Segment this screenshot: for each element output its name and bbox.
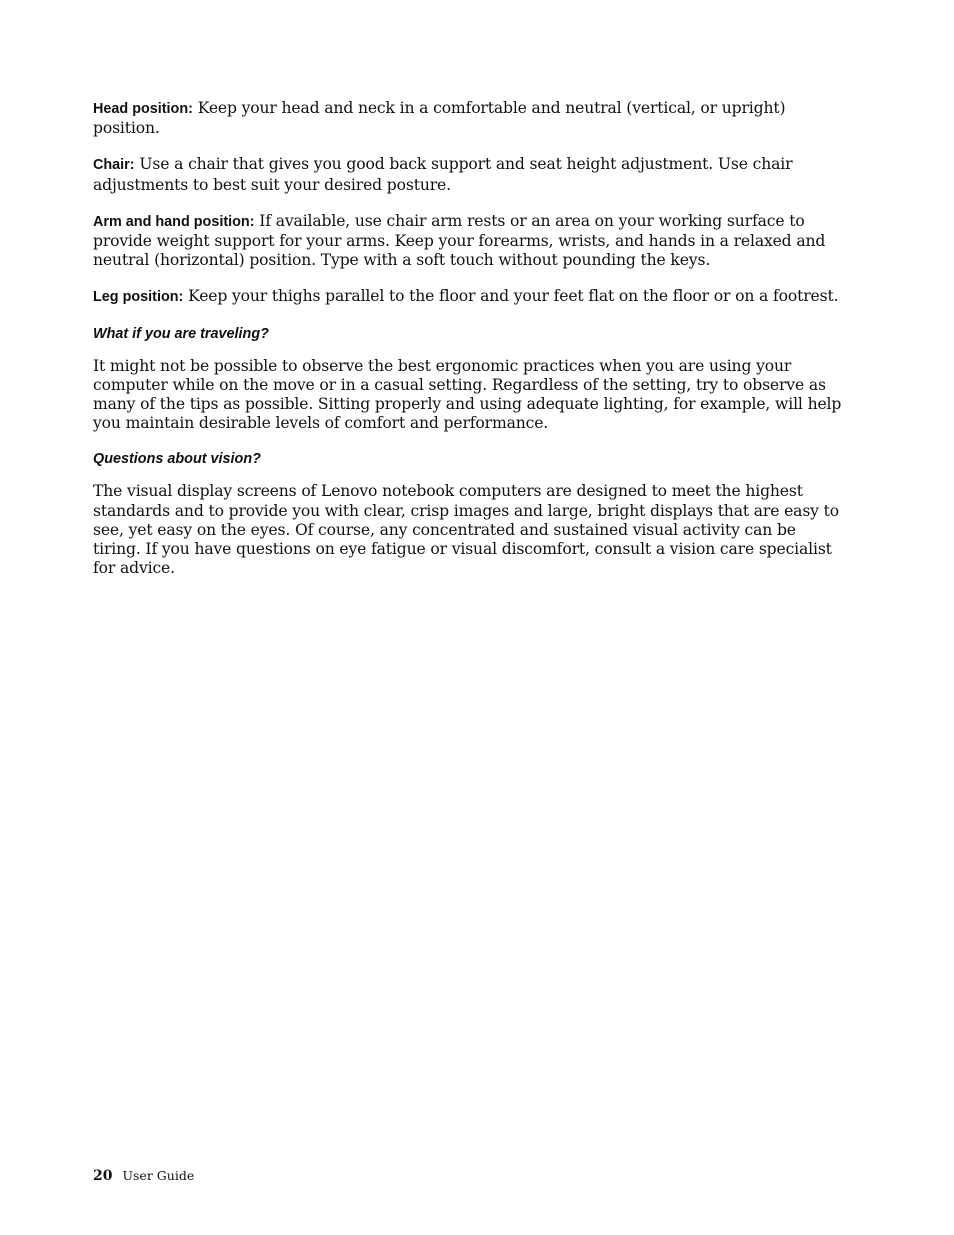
- leg-position-term: Leg position:: [93, 289, 184, 306]
- chair-text: Use a chair that gives you good back support and seat height adjustment. Use chair adjustments to best suit your desired posture.: [93, 155, 793, 194]
- page-number: 20: [93, 1168, 113, 1184]
- page-content: [93, 99, 845, 595]
- leg-position-paragraph: [93, 287, 845, 307]
- chair-term: Chair:: [93, 157, 135, 174]
- page-footer: [93, 1165, 194, 1184]
- traveling-paragraph: It might not be possible to observe the best ergonomic practices when you are using your computer while on the move or in a casual setting. Regardless of the setting, try to observe as many of the tips as possible. Sitting properly and using adequate lighting, for example, will help you maintain desirable levels of comfort and performance.: [93, 356, 842, 433]
- footer-guide-label: User Guide: [122, 1168, 195, 1183]
- arm-hand-position-term: Arm and hand position:: [93, 213, 255, 230]
- arm-hand-position-paragraph: [93, 212, 845, 271]
- leg-position-text: Keep your thighs parallel to the floor and your feet flat on the floor or on a footrest.: [183, 287, 839, 306]
- head-position-text: Keep your head and neck in a comfortable and neutral (vertical, or upright) position.: [93, 99, 786, 138]
- traveling-heading: What if you are traveling?: [93, 325, 269, 342]
- head-position-paragraph: [93, 99, 845, 138]
- arm-hand-position-text: If available, use chair arm rests or an area on your working surface to provide weight support for your arms. Keep your forearms, wrists, and hands in a relaxed and neutral (horizontal) position. Type with a soft touch without pounding the keys.: [93, 211, 826, 270]
- head-position-term: Head position:: [93, 101, 193, 117]
- vision-paragraph: The visual display screens of Lenovo notebook computers are designed to meet the highest standards and to provide you with clear, crisp images and large, bright displays that are easy to see, yet easy on the eyes. Of course, any concentrated and sustained visual activity can be tiring. If you have questions on eye fatigue or visual discomfort, consult a vision care specialist for advice.: [93, 482, 840, 578]
- vision-heading: Questions about vision?: [93, 451, 261, 468]
- chair-paragraph: [93, 155, 845, 194]
